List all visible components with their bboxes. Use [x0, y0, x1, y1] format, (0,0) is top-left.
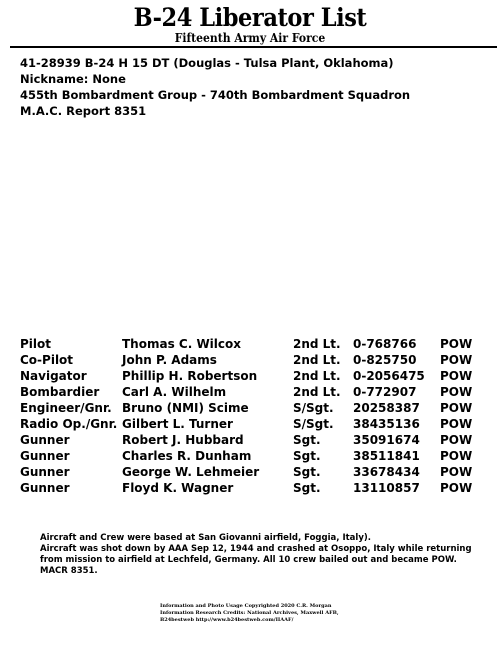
crew-name: Phillip H. Robertson — [122, 369, 258, 383]
crew-row — [20, 400, 490, 416]
crew-name: Bruno (NMI) Scime — [122, 401, 249, 415]
crew-status: POW — [440, 353, 473, 367]
narrative-line: Aircraft was shot down by AAA Sep 12, 1944 and crashed at Osoppo, Italy while returning — [40, 544, 472, 554]
crew-rank: 2nd Lt. — [293, 385, 341, 399]
crew-row — [20, 448, 490, 464]
crew-serial: 13110857 — [353, 481, 420, 495]
crew-name: Charles R. Dunham — [122, 449, 252, 463]
crew-row — [20, 480, 490, 496]
crew-position: Bombardier — [20, 385, 100, 399]
crew-row — [20, 384, 490, 400]
crew-name: John P. Adams — [122, 353, 217, 367]
credits-line: Information Research Credits: National Archives, Maxwell AFB, — [160, 610, 339, 616]
crew-position: Gunner — [20, 465, 70, 479]
crew-name: Thomas C. Wilcox — [122, 337, 241, 351]
crew-status: POW — [440, 401, 473, 415]
crew-position: Navigator — [20, 369, 87, 383]
crew-serial: 0-768766 — [353, 337, 417, 351]
credits-footer — [160, 603, 460, 624]
crew-serial: 0-825750 — [353, 353, 417, 367]
crew-name: Gilbert L. Turner — [122, 417, 233, 431]
aircraft-macr: M.A.C. Report 8351 — [20, 104, 147, 118]
credits-line: B24bestweb http://www.b24bestweb.com/IIAAF/ — [160, 617, 294, 623]
crew-name: Carl A. Wilhelm — [122, 385, 227, 399]
crew-serial: 33678434 — [353, 465, 420, 479]
crew-position: Engineer/Gnr. — [20, 401, 112, 415]
crew-position: Pilot — [20, 337, 52, 351]
crew-status: POW — [440, 465, 473, 479]
narrative-line: MACR 8351. — [40, 566, 98, 576]
header-divider — [10, 46, 497, 48]
aircraft-info — [20, 55, 490, 119]
crew-position: Gunner — [20, 433, 70, 447]
crew-rank: S/Sgt. — [293, 417, 334, 431]
crew-serial: 0-772907 — [353, 385, 417, 399]
crew-serial: 20258387 — [353, 401, 420, 415]
crew-row — [20, 352, 490, 368]
crew-rank: 2nd Lt. — [293, 337, 341, 351]
crew-rank: 2nd Lt. — [293, 353, 341, 367]
crew-status: POW — [440, 417, 473, 431]
crew-serial: 35091674 — [353, 433, 420, 447]
crew-status: POW — [440, 337, 473, 351]
crew-status: POW — [440, 449, 473, 463]
crew-row — [20, 464, 490, 480]
crew-position: Gunner — [20, 481, 70, 495]
crew-name: Robert J. Hubbard — [122, 433, 244, 447]
narrative-line: from mission to airfield at Lechfeld, Germany. All 10 crew bailed out and became POW. — [40, 555, 457, 565]
crew-status: POW — [440, 369, 473, 383]
crew-list — [20, 336, 490, 496]
aircraft-unit: 455th Bombardment Group - 740th Bombardment Squadron — [20, 88, 411, 102]
aircraft-serial-model: 41-28939 B-24 H 15 DT (Douglas - Tulsa Plant, Oklahoma) — [20, 56, 394, 70]
narrative-line: Aircraft and Crew were based at San Giovanni airfield, Foggia, Italy). — [40, 533, 371, 543]
crew-row — [20, 416, 490, 432]
crew-serial: 0-2056475 — [353, 369, 425, 383]
crew-position: Co-Pilot — [20, 353, 74, 367]
crew-rank: 2nd Lt. — [293, 369, 341, 383]
crew-name: Floyd K. Wagner — [122, 481, 234, 495]
credits-line: Information and Photo Usage Copyrighted 2020 C.R. Morgan — [160, 603, 332, 609]
crew-rank: Sgt. — [293, 481, 321, 495]
crew-status: POW — [440, 481, 473, 495]
crew-rank: Sgt. — [293, 465, 321, 479]
crew-row — [20, 368, 490, 384]
crew-rank: S/Sgt. — [293, 401, 334, 415]
aircraft-nickname: Nickname: None — [20, 72, 126, 86]
crew-rank: Sgt. — [293, 449, 321, 463]
crew-serial: 38511841 — [353, 449, 420, 463]
crew-row — [20, 432, 490, 448]
crew-status: POW — [440, 385, 473, 399]
crew-position: Radio Op./Gnr. — [20, 417, 118, 431]
page-title: B-24 Liberator List — [133, 3, 367, 32]
page-subtitle: Fifteenth Army Air Force — [174, 31, 326, 45]
crew-status: POW — [440, 433, 473, 447]
crew-serial: 38435136 — [353, 417, 420, 431]
mission-narrative — [40, 533, 480, 577]
crew-name: George W. Lehmeier — [122, 465, 260, 479]
crew-position: Gunner — [20, 449, 70, 463]
crew-row — [20, 336, 490, 352]
crew-rank: Sgt. — [293, 433, 321, 447]
